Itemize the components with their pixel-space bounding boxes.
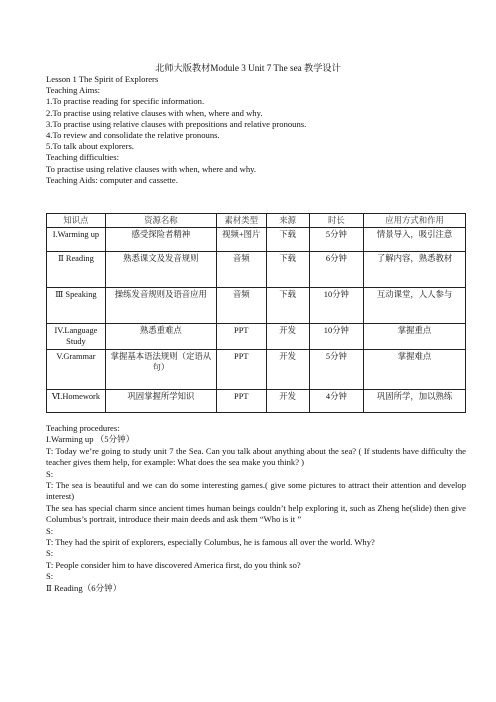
column-header: 应用方式和作用 <box>364 214 466 228</box>
table-cell: PPT <box>216 350 266 390</box>
table-cell: 互动课堂，人人参与 <box>364 288 466 324</box>
paragraph: T: The sea is beautiful and we can do some interesting games.( give some pictures to attract their attention and develop interest) <box>46 480 466 502</box>
student-response: S: <box>46 468 54 479</box>
procedures-section <box>46 423 466 594</box>
table-cell: 熟悉重难点 <box>105 324 216 350</box>
table-cell: PPT <box>216 390 266 413</box>
table-cell: 巩固掌握所学知识 <box>105 390 216 413</box>
table-cell: Ⅵ.Homework <box>47 390 106 413</box>
table-cell: 视频+图片 <box>216 228 266 252</box>
table-cell: 6分钟 <box>309 252 363 288</box>
table-cell: 操练发音规则及语音应用 <box>105 288 216 324</box>
table-cell: 10分钟 <box>309 288 363 324</box>
table-row <box>47 228 466 252</box>
table-cell: 音频 <box>216 252 266 288</box>
table-cell: 下载 <box>266 288 309 324</box>
difficulty-item: To practise using relative clauses with when, where and why. <box>46 163 257 174</box>
table-cell: 了解内容，熟悉教材 <box>364 252 466 288</box>
column-header: 知识点 <box>47 214 106 228</box>
paragraph: T: They had the spirit of explorers, especially Columbus, he is famous all over the world. Why? <box>46 537 375 548</box>
table-row <box>47 288 466 324</box>
section-heading: I.Warming up （5分钟） <box>46 434 135 445</box>
teaching-aids: Teaching Aids: computer and cassette. <box>46 174 178 185</box>
table-cell: 掌握难点 <box>364 350 466 390</box>
table-cell: 掌握基本语法规则（定语从句） <box>105 350 216 390</box>
aim-item: 5.To talk about explorers. <box>46 141 134 152</box>
table-cell: 巩固所学，加以熟练 <box>364 390 466 413</box>
table-cell: PPT <box>216 324 266 350</box>
aims-heading: Teaching Aims: <box>46 85 101 96</box>
aim-item: 2.To practise using relative clauses with when, where and why. <box>46 107 263 118</box>
difficulties-heading: Teaching difficulties: <box>46 152 119 163</box>
paragraph: T: Today we’re going to study unit 7 the Sea. Can you talk about anything about the sea? ( If students have difficulty the teacher gives them help, for example: What does the sea make you think? ) <box>46 445 466 468</box>
table-cell: 下载 <box>266 228 309 252</box>
column-header: 资源名称 <box>105 214 216 228</box>
aim-item: 1.To practise reading for specific information. <box>46 96 205 107</box>
table-cell: 开发 <box>266 324 309 350</box>
table-cell: I.Warming up <box>47 228 106 252</box>
table-row <box>47 390 466 413</box>
table-cell: Ⅲ Speaking <box>47 288 106 324</box>
aim-item: 4.To review and consolidate the relative pronouns. <box>46 130 220 141</box>
intro-section <box>46 74 466 186</box>
aim-item: 3.To practise using relative clauses with prepositions and relative pronouns. <box>46 118 307 129</box>
column-header: 时长 <box>309 214 363 228</box>
table-cell: 开发 <box>266 350 309 390</box>
table-cell: 4分钟 <box>309 390 363 413</box>
table-row <box>47 324 466 350</box>
table-cell: IV.Language Study <box>47 324 106 350</box>
table-cell: 5分钟 <box>309 350 363 390</box>
table-cell: 掌握重点 <box>364 324 466 350</box>
table-cell: 5分钟 <box>309 228 363 252</box>
table-row <box>47 252 466 288</box>
table-cell: 情景导入，吸引注意 <box>364 228 466 252</box>
table-cell: 熟悉课文及发音规则 <box>105 252 216 288</box>
table-cell: 10分钟 <box>309 324 363 350</box>
table-cell: Ⅱ Reading <box>47 252 106 288</box>
resource-table <box>46 213 466 413</box>
table-header-row <box>47 214 466 228</box>
document-title: 北师大版教材Module 3 Unit 7 The sea 教学设计 <box>155 63 341 73</box>
student-response: S: <box>46 525 54 536</box>
student-response: S: <box>46 571 54 582</box>
section-heading: Ⅱ Reading（6分钟） <box>46 582 122 593</box>
table-cell: 感受探险者精神 <box>105 228 216 252</box>
column-header: 素材类型 <box>216 214 266 228</box>
table-cell: 下载 <box>266 252 309 288</box>
lesson-title: Lesson 1 The Spirit of Explorers <box>46 74 159 84</box>
procedures-heading: Teaching procedures: <box>46 423 120 433</box>
column-header: 来源 <box>266 214 309 228</box>
table-cell: 音频 <box>216 288 266 324</box>
table-cell: 开发 <box>266 390 309 413</box>
student-response: S: <box>46 548 54 559</box>
paragraph: The sea has special charm since ancient times human beings couldn’t help exploring it, such as Zheng he(slide) then give Columbus’s portrait, introduce their main deeds and ask them “Who is it ” <box>46 502 466 525</box>
table-row <box>47 350 466 390</box>
paragraph: T: People consider him to have discovered America first, do you think so? <box>46 559 301 570</box>
table-cell: V.Grammar <box>47 350 106 390</box>
